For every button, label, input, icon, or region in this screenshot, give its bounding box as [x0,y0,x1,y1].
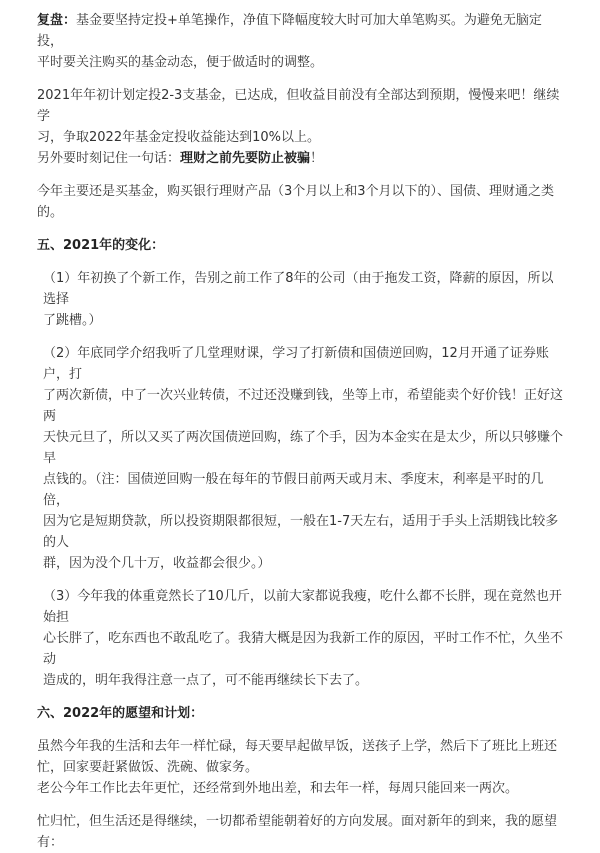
main-focus-paragraph [37,181,566,223]
anti-fraud-emphasis: 理财之前先要防止被骗 [180,151,311,166]
plan-2021-paragraph [37,85,566,169]
section-6-heading: 六、2022年的愿望和计划： [37,706,204,721]
review-label: 复盘： [37,13,77,28]
main-focus-line-1: 今年主要还是买基金，购买银行理财产品（3个月以上和3个月以下的）、国债、理财通之类 [37,184,555,199]
change-item-3: （3）今年我的体重竟然长了10几斤，以前大家都说我瘦，吃什么都不长胖，现在竟然也开始担 心长胖了，吃东西也不敢乱吃了。我猜大概是因为我新工作的原因，平时工作不忙，久坐不动 造成的，明年我得注意一点了，可不能再继续长下去了。 [43,589,564,688]
change-item-2: （2）年底同学介绍我听了几堂理财课，学习了打新债和国债逆回购，12月开通了证券账户，打 了两次新债，中了一次兴业转债，不过还没赚到钱，坐等上市，希望能卖个好价钱！正好这两 天快元旦了，所以又买了两次国债逆回购，练了个手，因为本金实在是太少，所以只够赚个早 点钱的。（注：国债逆回购一般在每年的节假日前两天或月末、季度末，利率是平时的几倍， 因为它是短期贷款，所以投资期限都很短，一般在1-7天左右，适用于手头上活期钱比较多的人 群，因为没个几十万，收益都会很少。） [43,346,564,571]
plan-2021-line-2: 习，争取2022年基金定投收益能达到10%以上。 [37,130,320,145]
change-item-1: （1）年初换了个新工作，告别之前工作了8年的公司（由于拖发工资，降薪的原因，所以选择 了跳槽。） [43,271,554,328]
life-paragraph: 虽然今年我的生活和去年一样忙碌，每天要早起做早饭，送孩子上学，然后下了班比上班还 忙，回家要赶紧做饭、洗碗、做家务。 老公今年工作比去年更忙，还经常到外地出差，和去年一样，每周只能回来一两次。 [37,739,558,796]
wish-paragraph: 忙归忙，但生活还是得继续，一切都希望能朝着好的方向发展。面对新年的到来，我的愿望 有： [37,814,558,850]
plan-2021-line-3: 另外要时刻记住一句话：理财之前先要防止被骗！ [37,151,324,166]
main-focus-line-2: 的。 [37,205,64,220]
review-line-2: 平时要关注购买的基金动态，便于做适时的调整。 [37,55,324,70]
section-5-heading: 五、2021年的变化： [37,238,165,253]
review-line-1: 复盘：基金要坚持定投+单笔操作，净值下降幅度较大时可加大单笔购买。为避免无脑定投， [37,13,542,49]
plan-2021-line-1: 2021年年初计划定投2-3支基金，已达成，但收益目前没有全部达到预期，慢慢来吧！继续学 [37,88,560,124]
review-paragraph [37,10,566,73]
